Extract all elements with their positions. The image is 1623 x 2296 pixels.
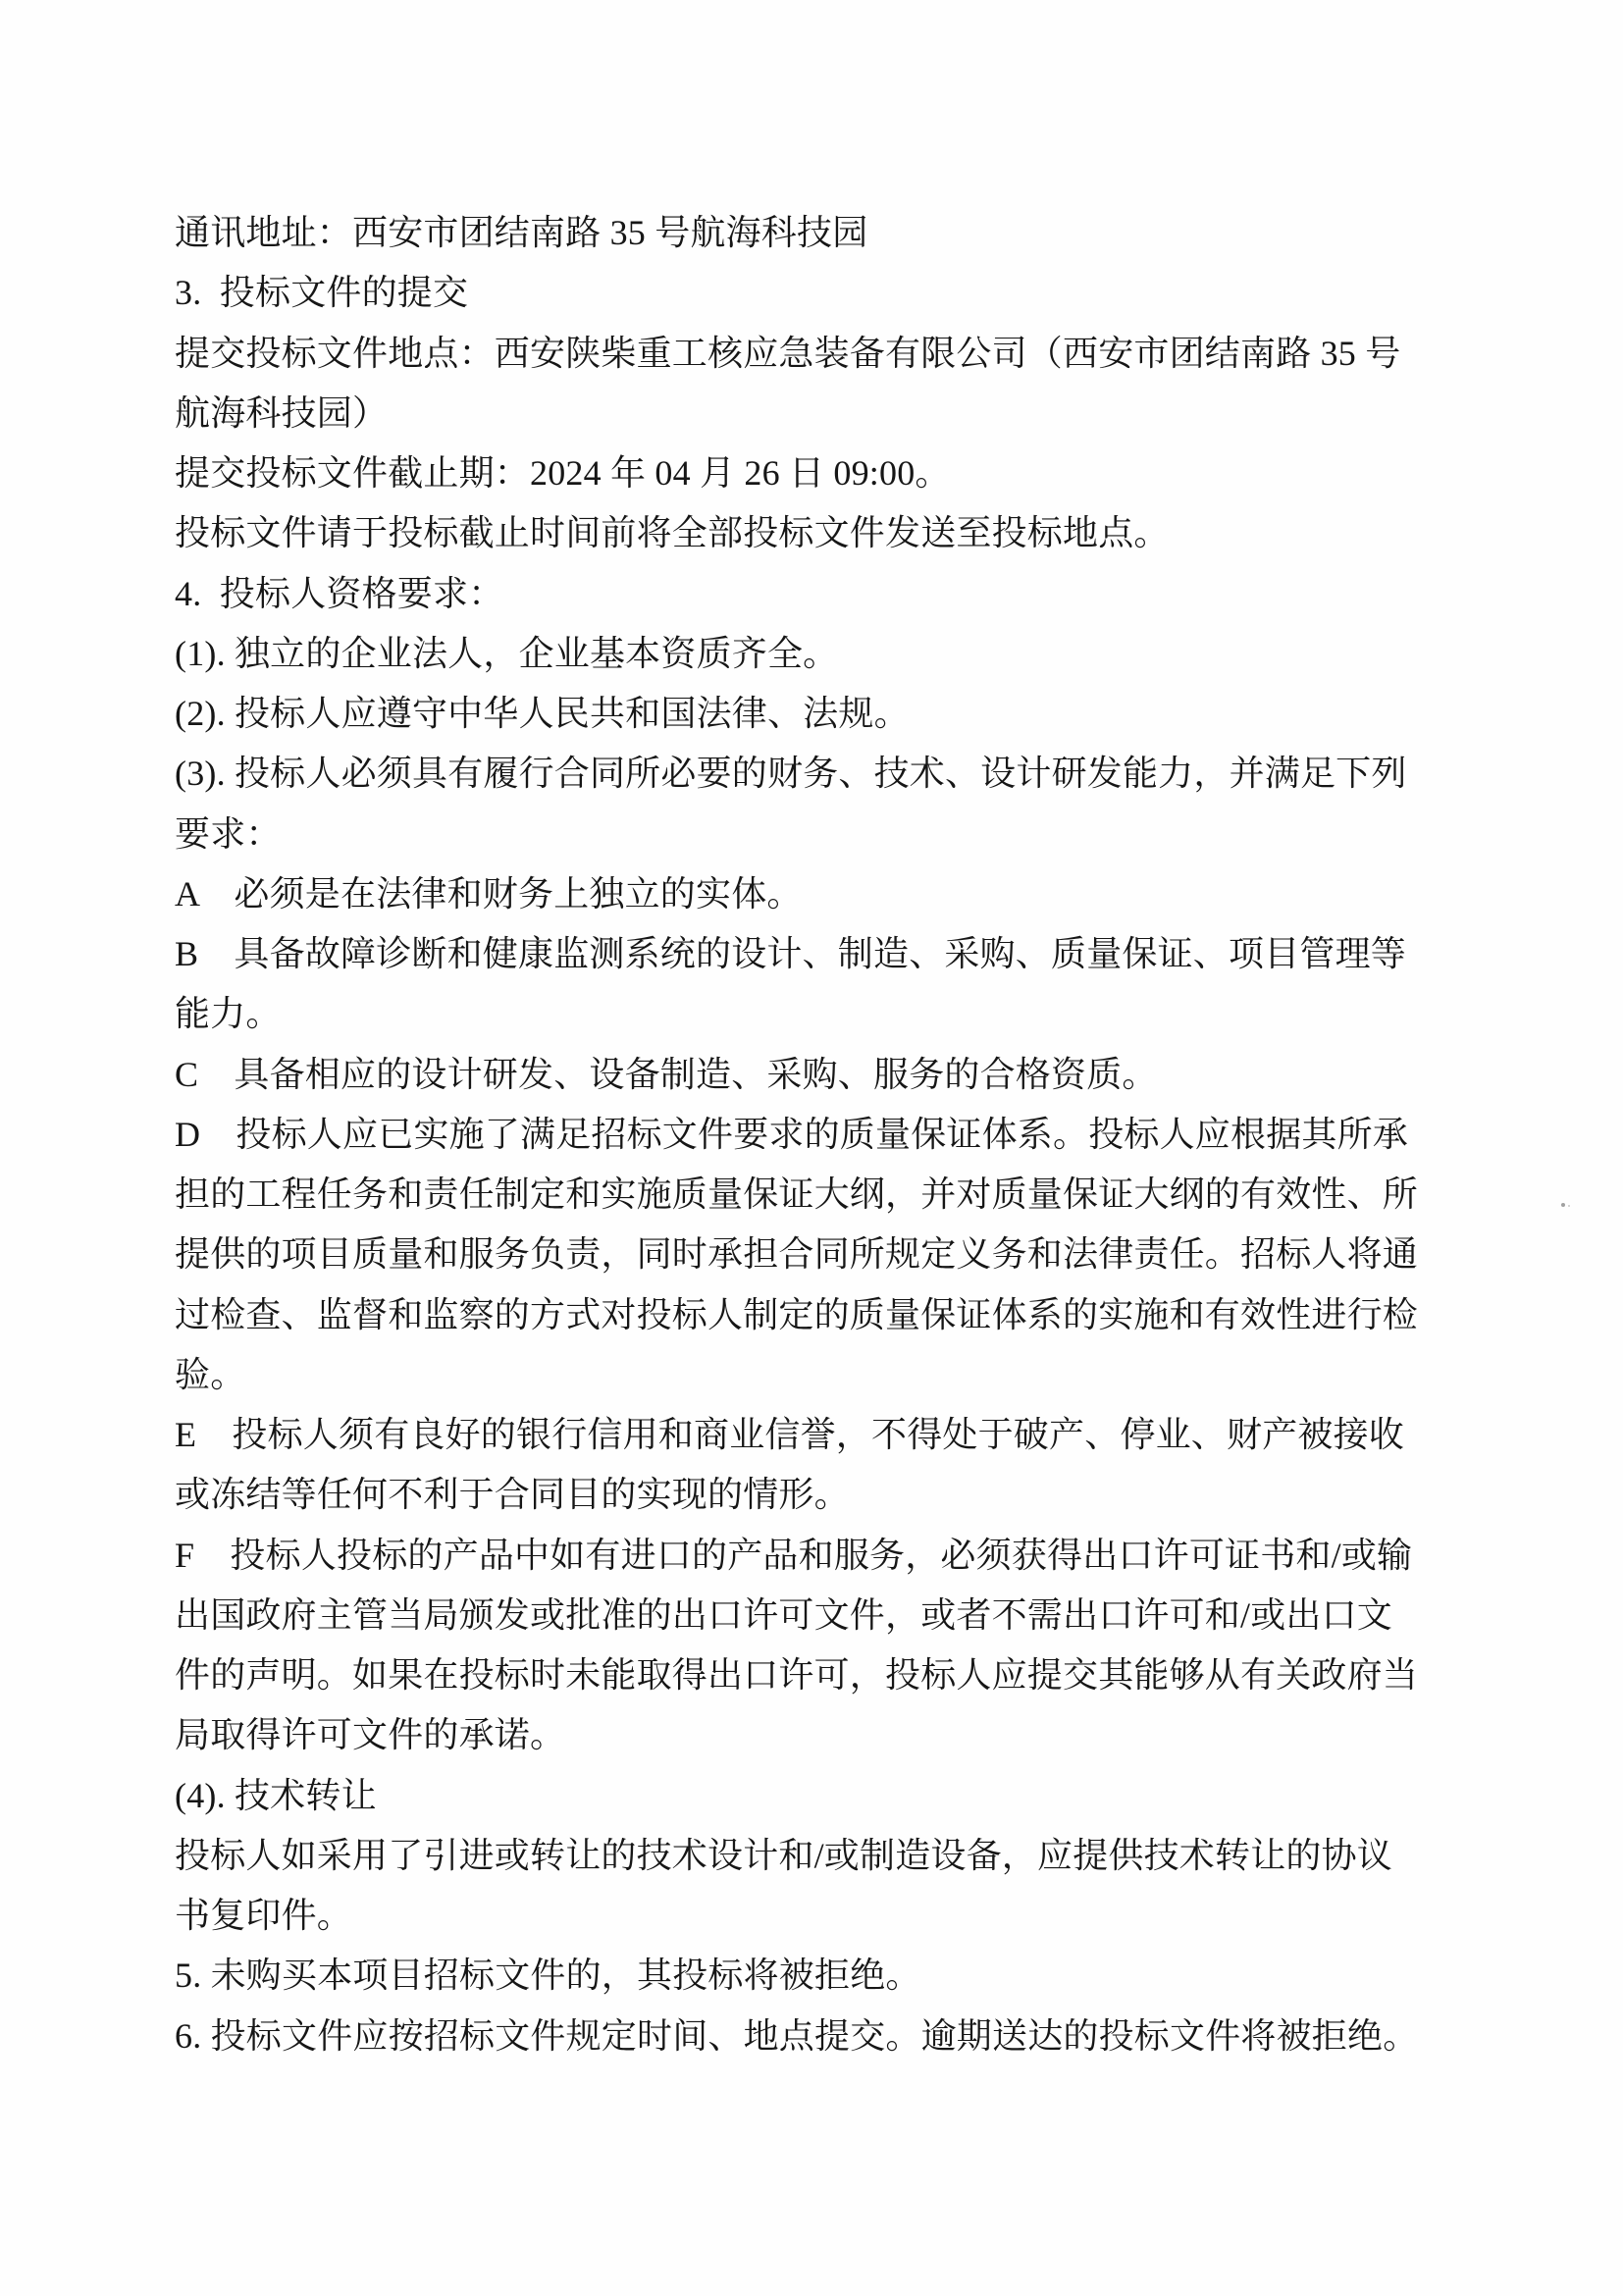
text-line: 5. 未购买本项目招标文件的，其投标将被拒绝。 xyxy=(175,1956,921,1996)
text-line: E 投标人须有良好的银行信用和商业信誉，不得处于破产、停业、财产被接收 xyxy=(175,1415,1404,1454)
text-line: 提交投标文件截止期：2024 年 04 月 26 日 09:00。 xyxy=(175,453,951,493)
text-line: C 具备相应的设计研发、设备制造、采购、服务的合格资质。 xyxy=(175,1054,1158,1094)
text-line: B 具备故障诊断和健康监测系统的设计、制造、采购、质量保证、项目管理等 xyxy=(175,934,1407,973)
text-line: 通讯地址：西安市团结南路 35 号航海科技园 xyxy=(175,213,868,252)
text-line: F 投标人投标的产品中如有进口的产品和服务，必须获得出口许可证书和/或输 xyxy=(175,1535,1413,1575)
text-line: D 投标人应已实施了满足招标文件要求的质量保证体系。投标人应根据其所承 xyxy=(175,1114,1408,1154)
text-line: (2). 投标人应遵守中华人民共和国法律、法规。 xyxy=(175,694,910,733)
text-line: (1). 独立的企业法人，企业基本资质齐全。 xyxy=(175,633,839,673)
text-line: 6. 投标文件应按招标文件规定时间、地点提交。逾期送达的投标文件将被拒绝。 xyxy=(175,2015,1419,2056)
text-line: 出国政府主管当局颁发或批准的出口许可文件，或者不需出口许可和/或出口文 xyxy=(175,1594,1393,1635)
text-line: 4. 投标人资格要求： xyxy=(175,573,504,613)
text-line: 投标文件请于投标截止时间前将全部投标文件发送至投标地点。 xyxy=(175,513,1170,553)
text-line: 提交投标文件地点：西安陕柴重工核应急装备有限公司（西安市团结南路 35 号 xyxy=(175,333,1401,373)
text-line: 3. 投标文件的提交 xyxy=(175,273,469,313)
text-line: A 必须是在法律和财务上独立的实体。 xyxy=(175,873,803,913)
text-line: 担的工程任务和责任制定和实施质量保证大纲，并对质量保证大纲的有效性、所 xyxy=(175,1174,1419,1214)
text-line: 能力。 xyxy=(175,994,282,1034)
text-line: 或冻结等任何不利于合同目的实现的情形。 xyxy=(175,1475,850,1515)
text-line: 投标人如采用了引进或转让的技术设计和/或制造设备，应提供技术转让的协议 xyxy=(175,1835,1393,1875)
scan-artifact-speck xyxy=(1561,1203,1565,1207)
text-line: 航海科技园） xyxy=(175,392,389,433)
text-line: 件的声明。如果在投标时未能取得出口许可，投标人应提交其能够从有关政府当 xyxy=(175,1655,1419,1695)
text-line: 书复印件。 xyxy=(175,1896,353,1935)
text-line: 验。 xyxy=(175,1354,246,1394)
text-line: 要求： xyxy=(175,813,282,854)
text-line: (4). 技术转让 xyxy=(175,1775,377,1815)
document-text-block xyxy=(175,203,1440,2066)
text-line: 局取得许可文件的承诺。 xyxy=(175,1715,566,1755)
text-line: 提供的项目质量和服务负责，同时承担合同所规定义务和法律责任。招标人将通 xyxy=(175,1234,1419,1275)
text-line: (3). 投标人必须具有履行合同所必要的财务、技术、设计研发能力，并满足下列 xyxy=(175,754,1407,794)
text-line: 过检查、监督和监察的方式对投标人制定的质量保证体系的实施和有效性进行检 xyxy=(175,1294,1419,1334)
